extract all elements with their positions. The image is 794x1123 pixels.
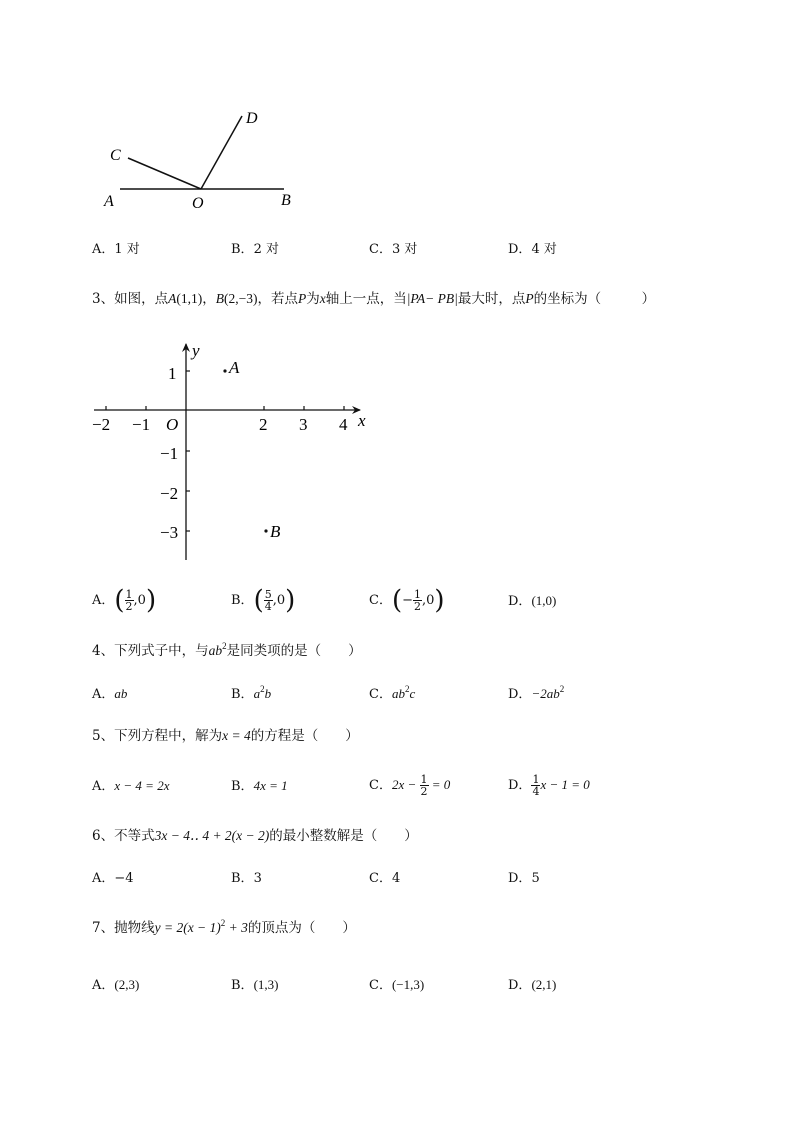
- y-tick-label: −2: [160, 484, 179, 503]
- q4-option-a[interactable]: A．ab: [92, 686, 128, 702]
- q7-stem: 7、抛物线$y = 2(x - 1)^2 + 3$的顶点为（ ）: [92, 918, 356, 936]
- q3-option-d[interactable]: D．(1,0): [508, 593, 557, 609]
- q3-option-c[interactable]: C．(− $\frac{1}{2}$ ,0): [369, 585, 445, 616]
- q5-option-c[interactable]: C．2x − $\frac{1}{2}$ = 0: [369, 773, 451, 798]
- q6-stem: 6、不等式3x − 4‥ 4 + 2(x − 2)的最小整数解是（ ）: [92, 828, 418, 844]
- y-tick-label: 1: [168, 364, 177, 383]
- ray-od: [201, 116, 242, 189]
- label-o: O: [192, 195, 204, 212]
- label-c: C: [110, 147, 121, 164]
- point-a-marker: [223, 369, 226, 372]
- x-tick-label: 2: [259, 415, 268, 434]
- q4-stem: 4、下列式子中，与$ab^2$是同类项的是（ ）: [92, 641, 362, 659]
- q2-option-d[interactable]: D．4 对: [508, 242, 557, 257]
- label-b: B: [281, 192, 291, 209]
- y-tick-label: −1: [160, 444, 179, 463]
- q6-option-d[interactable]: D．5: [508, 871, 540, 886]
- q7-option-c[interactable]: C．(−1,3): [369, 977, 425, 993]
- q2-option-c[interactable]: C．3 对: [369, 242, 418, 257]
- x-tick-label: −2: [92, 415, 111, 434]
- point-a-label: A: [229, 358, 240, 377]
- x-tick-label: 3: [299, 415, 308, 434]
- point-b-marker: [264, 529, 267, 532]
- q5-option-b[interactable]: B．4x = 1: [231, 778, 288, 794]
- q6-option-a[interactable]: A．−4: [92, 871, 134, 886]
- q3-option-a[interactable]: A．( $\frac{1}{2}$ ,0): [92, 585, 157, 616]
- q7-option-b[interactable]: B．(1,3): [231, 977, 279, 993]
- q3-option-b[interactable]: B．( $\frac{5}{4}$ ,0): [231, 585, 296, 616]
- q7-option-d[interactable]: D．(2,1): [508, 977, 557, 993]
- angle-figure: [96, 102, 316, 217]
- q5-stem: 5、下列方程中，解为x = 4的方程是（ ）: [92, 728, 359, 744]
- label-a: A: [104, 193, 114, 210]
- q4-option-c[interactable]: C．$ab^2c$: [369, 684, 416, 702]
- q3-stem: 3、如图，点A(1,1)，B(2,−3)，若点P为x轴上一点，当|PA− PB|最大时，点P的坐标为（ ）: [92, 291, 656, 307]
- q7-option-a[interactable]: A．(2,3): [92, 977, 140, 993]
- q6-option-b[interactable]: B．3: [231, 871, 262, 886]
- q2-option-b[interactable]: B．2 对: [231, 242, 279, 257]
- q6-option-c[interactable]: C．4: [369, 871, 401, 886]
- q2-option-a[interactable]: A．1 对: [92, 242, 140, 257]
- y-axis-label: y: [192, 341, 200, 360]
- q5-option-d[interactable]: D． $\frac{1}{4}$ x − 1 = 0: [508, 773, 590, 798]
- coordinate-figure: [88, 338, 378, 568]
- x-axis-label: x: [358, 411, 366, 430]
- q5-option-a[interactable]: A．x − 4 = 2x: [92, 778, 170, 794]
- x-tick-label: 4: [339, 415, 348, 434]
- label-d: D: [246, 110, 258, 127]
- y-tick-label: −3: [160, 523, 179, 542]
- x-tick-label: −1: [132, 415, 151, 434]
- ray-oc: [128, 158, 201, 189]
- point-b-label: B: [270, 522, 281, 541]
- q4-option-d[interactable]: D．$-2ab^2$: [508, 684, 565, 702]
- origin-label: O: [166, 415, 179, 434]
- q4-option-b[interactable]: B．$a^2b$: [231, 684, 272, 702]
